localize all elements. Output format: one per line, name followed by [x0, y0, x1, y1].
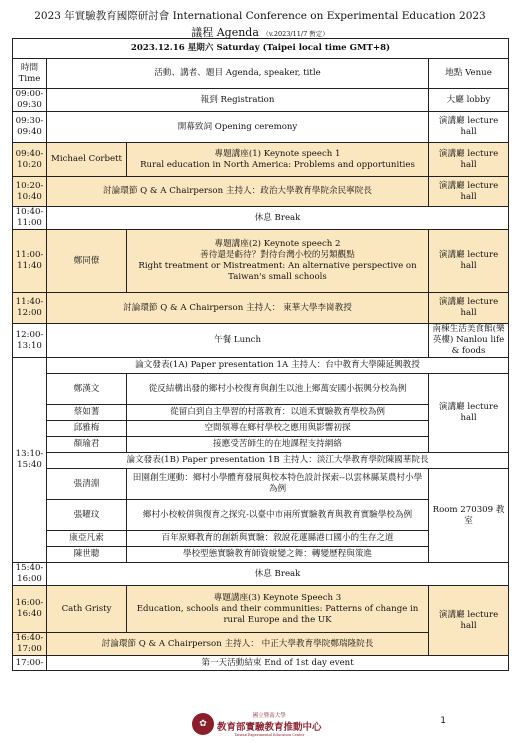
paper-speaker: 張曜玟: [47, 500, 127, 531]
venue-cell: 演講廳 lecture hall: [429, 143, 509, 177]
conference-title: 2023 年實驗教育國際研討會 International Conference on Experimental Education 2023: [34, 10, 486, 22]
session-header-row: [13, 453, 509, 469]
paper-title: 田園創生運動：鄉村小學體育發展與校本特色設計探索--以雲林縣某農村小學為例: [127, 469, 429, 500]
session-header-row: [13, 358, 509, 374]
activity-cell: 休息 Break: [47, 563, 509, 586]
break-row: [13, 563, 509, 586]
keynote-row: [13, 230, 509, 293]
keynote-label: 專題講座(3) Keynote Speech 3: [213, 592, 342, 603]
center-logo: [192, 711, 322, 737]
qa-row: [13, 177, 509, 207]
time-cell: 16:00-16:40: [13, 586, 47, 633]
keynote-cell: [127, 230, 429, 293]
break-row: [13, 207, 509, 230]
keynote-title-en: Right treatment or Mistreatment: An alternative perspective on Taiwan's small schools: [138, 261, 417, 282]
paper-speaker: 蔡如蓍: [47, 405, 127, 421]
paper-title: 學校型態實驗教育師資蛻變之舞：轉變歷程與策進: [127, 547, 429, 563]
activity-cell: 午餐 Lunch: [47, 324, 429, 358]
time-cell: 10:20-10:40: [13, 177, 47, 207]
paper-speaker: 邱雅梅: [47, 421, 127, 437]
venue-cell: 演講廳 lecture hall: [429, 374, 509, 453]
venue-cell: 演講廳 lecture hall: [429, 586, 509, 656]
venue-cell: 演講廳 lecture hall: [429, 230, 509, 293]
paper-speaker: 張清淵: [47, 469, 127, 500]
keynote-cell: [127, 586, 429, 633]
time-cell: 09:40-10:20: [13, 143, 47, 177]
time-cell: 09:30-09:40: [13, 112, 47, 143]
logo-center-name: 教育部實驗教育推動中心: [217, 722, 322, 733]
agenda-row: [13, 112, 509, 143]
time-cell: 13:10-15:40: [13, 358, 47, 563]
version-note: （v.2023/11/7 暫定）: [262, 30, 329, 38]
venue-cell: 演講廳 lecture hall: [429, 293, 509, 324]
agenda-table: [12, 38, 509, 671]
paper-speaker: 顏瑜君: [47, 437, 127, 453]
logo-english: Taiwan Experimental Education Center: [234, 733, 305, 737]
activity-cell: 討論環節 Q & A Chairperson 主持人：政治大學教育學院余民寧院長: [47, 177, 429, 207]
end-row: [13, 656, 509, 671]
activity-cell: 休息 Break: [47, 207, 509, 230]
column-header-row: [13, 59, 509, 89]
speaker-cell: Michael Corbett: [47, 143, 127, 177]
time-cell: 16:40-17:00: [13, 633, 47, 656]
keynote-title: Education, schools and their communities: Patterns of change in rural Europe and the UK: [136, 603, 419, 625]
activity-cell: 開幕致詞 Opening ceremony: [47, 112, 429, 143]
session-header: 論文發表(1A) Paper presentation 1A 主持人：台中教育大學陳延興教授: [47, 358, 509, 374]
lunch-row: [13, 324, 509, 358]
time-cell: 11:00-11:40: [13, 230, 47, 293]
qa-row: [13, 293, 509, 324]
paper-title: 鄉村小校較併與復育之探究-以臺中市兩所實驗教育與教育實驗學校為例: [127, 500, 429, 531]
paper-title: 從反結構出發的鄉村小校復育與創生以池上鄉萬安國小振興分校為例: [127, 374, 429, 405]
agenda-row: [13, 89, 509, 112]
time-cell: 17:00-: [13, 656, 47, 671]
venue-cell: 大廳 lobby: [429, 89, 509, 112]
keynote-row: [13, 143, 509, 177]
date-row: [13, 39, 509, 59]
keynote-label: 專題講座(2) Keynote speech 2: [214, 239, 341, 249]
time-header: 時間 Time: [13, 59, 47, 89]
paper-speaker: 鄭漢文: [47, 374, 127, 405]
paper-title: 接應受苦師生的在地課程支持網絡: [127, 437, 429, 453]
logo-university: 國立暨南大學: [252, 713, 286, 719]
emblem-icon: ✿: [192, 713, 214, 735]
paper-row: [13, 374, 509, 405]
activity-header: 活動、講者、題目 Agenda, speaker, title: [47, 59, 429, 89]
speaker-cell: Cath Gristy: [47, 586, 127, 633]
logo-text: [217, 711, 322, 737]
activity-cell: 討論環節 Q & A Chairperson 主持人： 東華大學李崗教授: [47, 293, 429, 324]
activity-cell: 第一天活動結束 End of 1st day event: [47, 656, 509, 671]
speaker-cell: 鄭同僚: [47, 230, 127, 293]
time-cell: 15:40-16:00: [13, 563, 47, 586]
paper-speaker: 康亞凡索: [47, 531, 127, 547]
keynote-label: 專題講座(1) Keynote speech 1: [214, 148, 341, 159]
paper-title: 從留白到自主學習的村落教育：以道禾實驗教育學校為例: [127, 405, 429, 421]
venue-header: 地點 Venue: [429, 59, 509, 89]
paper-title: 百年原鄉教育的創新與實驗：敘說花蓮縣港口國小的生存之道: [127, 531, 429, 547]
paper-title: 空間領導在鄉村學校之應用與影響初探: [127, 421, 429, 437]
agenda-label: 議程 Agenda: [191, 26, 259, 39]
keynote-cell: [127, 143, 429, 177]
paper-speaker: 陳世聰: [47, 547, 127, 563]
date-cell: 2023.12.16 星期六 Saturday (Taipei local time GMT+8): [13, 39, 509, 59]
activity-cell: 討論環節 Q & A Chairperson 主持人： 中正大學教育學院鄭瑞隆院長: [47, 633, 429, 656]
paper-row: [13, 469, 509, 500]
time-cell: 11:40-12:00: [13, 293, 47, 324]
keynote-title-zh: 善待還是虧待？對待台灣小校的另類觀點: [200, 250, 355, 260]
keynote-row: [13, 586, 509, 633]
time-cell: 12:00-13:10: [13, 324, 47, 358]
venue-cell: 演講廳 lecture hall: [429, 112, 509, 143]
keynote-title: Rural education in North America: Problems and opportunities: [140, 159, 415, 170]
activity-cell: 報到 Registration: [47, 89, 429, 112]
venue-cell: 演講廳 lecture hall: [429, 177, 509, 207]
venue-cell: 南棟生活美食館(樂英樓) Nanlou life & foods: [429, 324, 509, 358]
venue-cell: Room 270309 教室: [429, 469, 509, 563]
time-cell: 09:00-09:30: [13, 89, 47, 112]
time-cell: 10:40-11:00: [13, 207, 47, 230]
page-number: 1: [440, 716, 446, 726]
session-header: 論文發表(1B) Paper presentation 1B 主持人：淡江大學教育學院陳國華院長: [47, 453, 509, 469]
